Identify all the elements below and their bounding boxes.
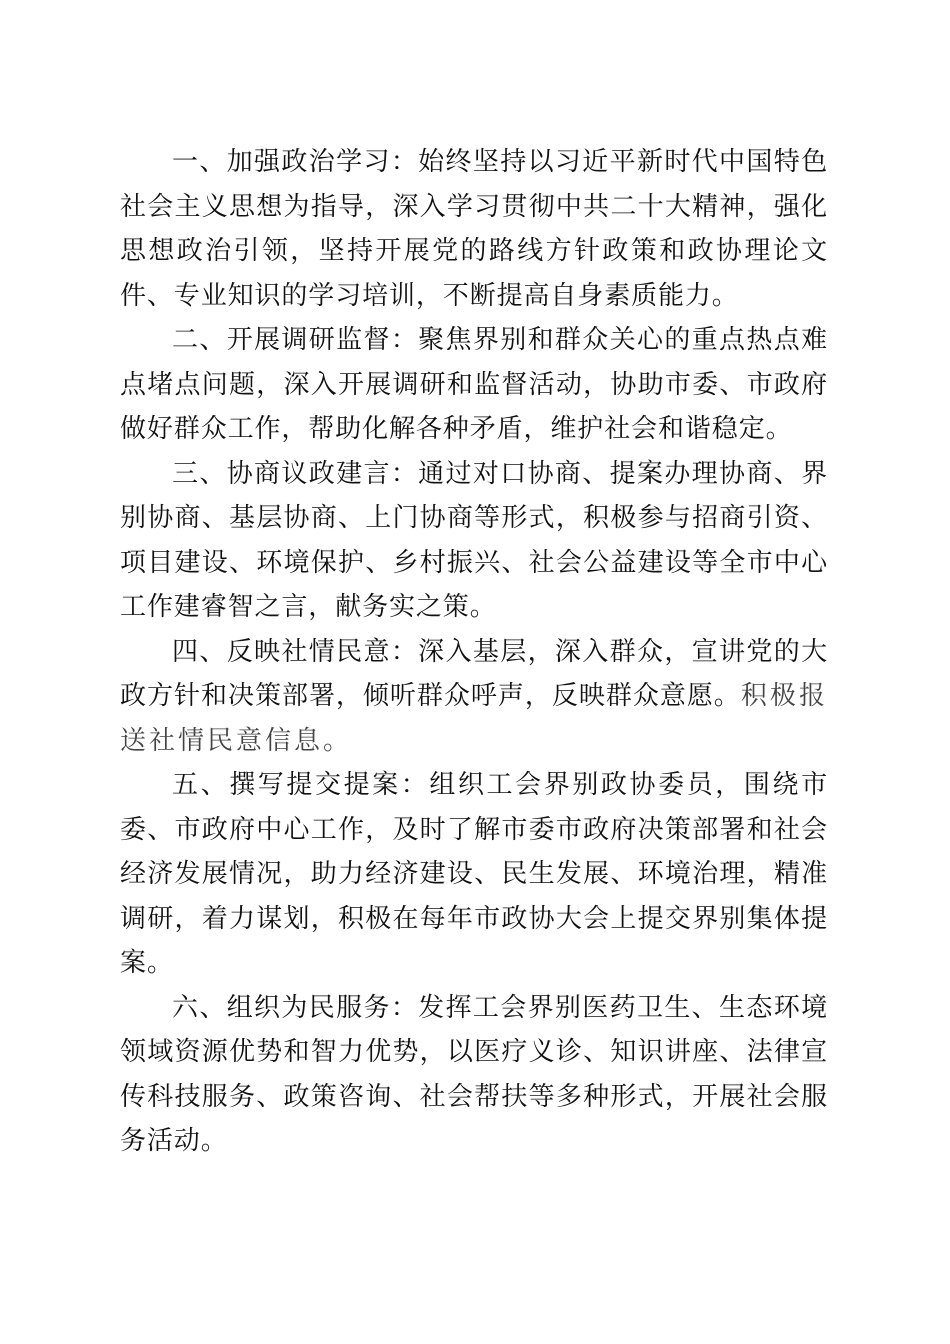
document-body	[120, 140, 828, 1164]
paragraph-political-study	[120, 140, 828, 318]
paragraph-text: 五、撰写提交提案：组织工会界别政协委员，围绕市委、市政府中心工作，及时了解市委市政府决策部署和社会经济发展情况，助力经济建设、民生发展、环境治理，精准调研，着力谋划，积极在每年市政协大会上提交界别集体提案。	[120, 770, 828, 978]
paragraph-text: 三、协商议政建言：通过对口协商、提案办理协商、界别协商、基层协商、上门协商等形式，积极参与招商引资、项目建设、环境保护、乡村振兴、社会公益建设等全市中心工作建睿智之言，献务实之策。	[120, 458, 828, 622]
paragraph-text: 六、组织为民服务：发挥工会界别医药卫生、生态环境领域资源优势和智力优势，以医疗义诊、知识讲座、法律宣传科技服务、政策咨询、社会帮扶等多种形式，开展社会服务活动。	[120, 992, 828, 1156]
paragraph-public-opinion	[120, 630, 828, 764]
paragraph-proposals	[120, 763, 828, 986]
paragraph-text: 二、开展调研监督：聚焦界别和群众关心的重点热点难点堵点问题，深入开展调研和监督活动，协助市委、市政府做好群众工作，帮助化解各种矛盾，维护社会和谐稳定。	[120, 325, 828, 444]
paragraph-text: 一、加强政治学习：始终坚持以习近平新时代中国特色社会主义思想为指导，深入学习贯彻中共二十大精神，强化思想政治引领，坚持开展党的路线方针政策和政协理论文件、专业知识的学习培训，不断提高自身素质能力。	[120, 147, 828, 311]
paragraph-text-extra: 积极报送社情民意信息。	[120, 681, 828, 756]
paragraph-public-service	[120, 986, 828, 1164]
paragraph-consultation	[120, 452, 828, 630]
paragraph-research-supervision	[120, 318, 828, 452]
paragraph-text: 四、反映社情民意：深入基层，深入群众，宣讲党的大政方针和决策部署，倾听群众呼声，反映群众意愿。	[120, 636, 828, 711]
